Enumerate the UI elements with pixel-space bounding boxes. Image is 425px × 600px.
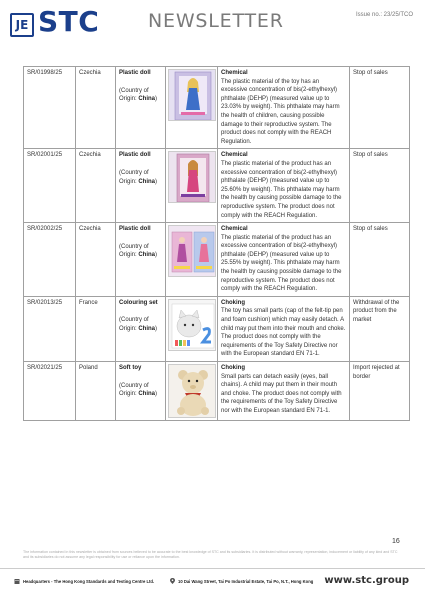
risk-cell bbox=[218, 149, 350, 223]
measure-cell: Withdrawal of the product from the market bbox=[350, 296, 410, 361]
building-icon bbox=[14, 578, 20, 585]
teddy-bear-image bbox=[169, 365, 216, 418]
product-photo bbox=[168, 151, 216, 203]
stc-logo-text: STC bbox=[38, 5, 100, 38]
product-cell bbox=[116, 67, 166, 149]
risk-description: Small parts can detach easily (eyes, ball chains). A child may put them in their mouth and choke. The product does not comply with the requirements of the Toy Safety Directive nor with the European standard EN 71-1. bbox=[221, 373, 342, 414]
issue-number: Issue no.: 23/25/TCO bbox=[355, 12, 413, 18]
measure-cell: Stop of sales bbox=[350, 149, 410, 223]
logo-mark-text: JE bbox=[15, 18, 29, 32]
origin-close: ) bbox=[155, 96, 158, 103]
risk-description: The plastic material of the toy has an excessive concentration of bis(2-ethylhexyl) phthalate (DEHP) (measured value up to 23.03% by weight). This phthalate may harm the health of children, causing possible damage to their reproductive system. The product does not comply with the REACH Regulation. bbox=[221, 78, 340, 145]
ref-cell: SR/01998/25 bbox=[24, 67, 76, 149]
newsletter-title: NEWSLETTER bbox=[148, 10, 284, 32]
origin-text bbox=[119, 316, 162, 333]
product-name: Soft toy bbox=[119, 365, 142, 371]
image-cell bbox=[166, 149, 218, 223]
colouring-set-image bbox=[169, 300, 216, 351]
footer-headquarters bbox=[14, 578, 154, 585]
doll-box-image bbox=[169, 152, 216, 203]
risk-cell bbox=[218, 362, 350, 421]
risk-type: Choking bbox=[221, 365, 245, 371]
origin-text bbox=[119, 169, 162, 186]
country-cell: Czechia bbox=[76, 67, 116, 149]
table-row bbox=[24, 362, 410, 421]
table-row bbox=[24, 149, 410, 223]
location-pin-icon bbox=[170, 578, 175, 585]
image-cell bbox=[166, 67, 218, 149]
table-row bbox=[24, 296, 410, 361]
origin-country: China bbox=[138, 252, 156, 259]
origin-text bbox=[119, 382, 162, 399]
footer-address bbox=[170, 578, 313, 585]
risk-description: The plastic material of the product has an excessive concentration of bis(2-ethylhexyl) phthalate (DEHP) (measured value up to 25.55% by weight). This phthalate may harm the health by causing possible damage to the reproductive system. The product does not comply with the REACH Regulation. bbox=[221, 234, 342, 293]
origin-label: (Country of Origin: bbox=[119, 87, 149, 103]
product-cell bbox=[116, 362, 166, 421]
product-photo bbox=[168, 299, 216, 351]
country-cell: Czechia bbox=[76, 149, 116, 223]
risk-cell bbox=[218, 67, 350, 149]
origin-country: China bbox=[138, 326, 156, 333]
risk-cell bbox=[218, 223, 350, 297]
origin-country: China bbox=[138, 96, 156, 103]
origin-country: China bbox=[138, 391, 156, 398]
ref-cell: SR/02021/25 bbox=[24, 362, 76, 421]
origin-text bbox=[119, 87, 162, 104]
headquarters-text: Headquarters - The Hong Kong Standards and Testing Centre Ltd. bbox=[23, 579, 155, 584]
product-name: Plastic doll bbox=[119, 152, 151, 159]
ref-cell: SR/02002/25 bbox=[24, 223, 76, 297]
risk-type: Chemical bbox=[221, 70, 248, 76]
risk-cell bbox=[218, 296, 350, 361]
table-row bbox=[24, 223, 410, 297]
disclaimer-text: The information contained in this newsletter is obtained from sources believed to be accurate to the best knowledge of STC and its subsidiaries. It is distributed without warranty, representation, inducement or liability of any kind and STC and its subsidiaries do not assume any legal responsibility for use or reliance upon the information. bbox=[23, 550, 398, 559]
origin-close: ) bbox=[155, 326, 158, 333]
country-cell: Czechia bbox=[76, 223, 116, 297]
product-photo bbox=[168, 69, 216, 121]
product-name: Plastic doll bbox=[119, 70, 151, 76]
ref-cell: SR/02013/25 bbox=[24, 296, 76, 361]
risk-type: Chemical bbox=[221, 152, 248, 159]
product-name: Colouring set bbox=[119, 299, 158, 306]
origin-country: China bbox=[138, 178, 156, 185]
measure-cell: Stop of sales bbox=[350, 223, 410, 297]
origin-label: (Country of Origin: bbox=[119, 169, 149, 185]
doll-set-image bbox=[169, 226, 216, 277]
product-name: Plastic doll bbox=[119, 226, 151, 233]
page-number: 16 bbox=[392, 538, 400, 545]
origin-close: ) bbox=[155, 391, 158, 398]
table-row bbox=[24, 67, 410, 149]
risk-description: The plastic material of the product has an excessive concentration of bis(2-ethylhexyl) phthalate (DEHP) (measured value up to 25.60% by weight). This phthalate may harm the health by causing possible damage to the reproductive system. The product does not comply with the REACH Regulation. bbox=[221, 160, 342, 219]
page-header bbox=[0, 0, 425, 44]
image-cell bbox=[166, 362, 218, 421]
stc-logo-mark bbox=[10, 13, 34, 37]
address-text: 10 Dai Wang Street, Tai Po Industrial Estate, Tai Po, N.T., Hong Kong bbox=[178, 579, 314, 584]
country-cell: France bbox=[76, 296, 116, 361]
recall-table bbox=[23, 66, 410, 421]
origin-close: ) bbox=[155, 178, 158, 185]
origin-text bbox=[119, 243, 162, 260]
origin-label: (Country of Origin: bbox=[119, 243, 149, 259]
website-link[interactable]: www.stc.group bbox=[324, 575, 409, 586]
product-cell bbox=[116, 149, 166, 223]
risk-type: Chemical bbox=[221, 226, 248, 233]
footer-divider bbox=[0, 568, 425, 569]
product-cell bbox=[116, 296, 166, 361]
country-cell: Poland bbox=[76, 362, 116, 421]
product-photo bbox=[168, 225, 216, 277]
measure-cell: Stop of sales bbox=[350, 67, 410, 149]
doll-box-image bbox=[169, 70, 216, 121]
origin-close: ) bbox=[155, 252, 158, 259]
risk-type: Choking bbox=[221, 299, 245, 306]
product-cell bbox=[116, 223, 166, 297]
origin-label: (Country of Origin: bbox=[119, 382, 149, 398]
risk-description: The toy has small parts (cap of the felt-tip pen and foam cushion) which may easily detach. A child may put them into their mouth and choke. The product does not comply with the requirements of the Toy Safety Directive nor with the European standard EN 71-1. bbox=[221, 308, 346, 358]
measure-cell: Import rejected at border bbox=[350, 362, 410, 421]
image-cell bbox=[166, 296, 218, 361]
image-cell bbox=[166, 223, 218, 297]
product-photo bbox=[168, 364, 216, 418]
recall-table-container bbox=[23, 66, 409, 421]
origin-label: (Country of Origin: bbox=[119, 317, 149, 333]
ref-cell: SR/02001/25 bbox=[24, 149, 76, 223]
